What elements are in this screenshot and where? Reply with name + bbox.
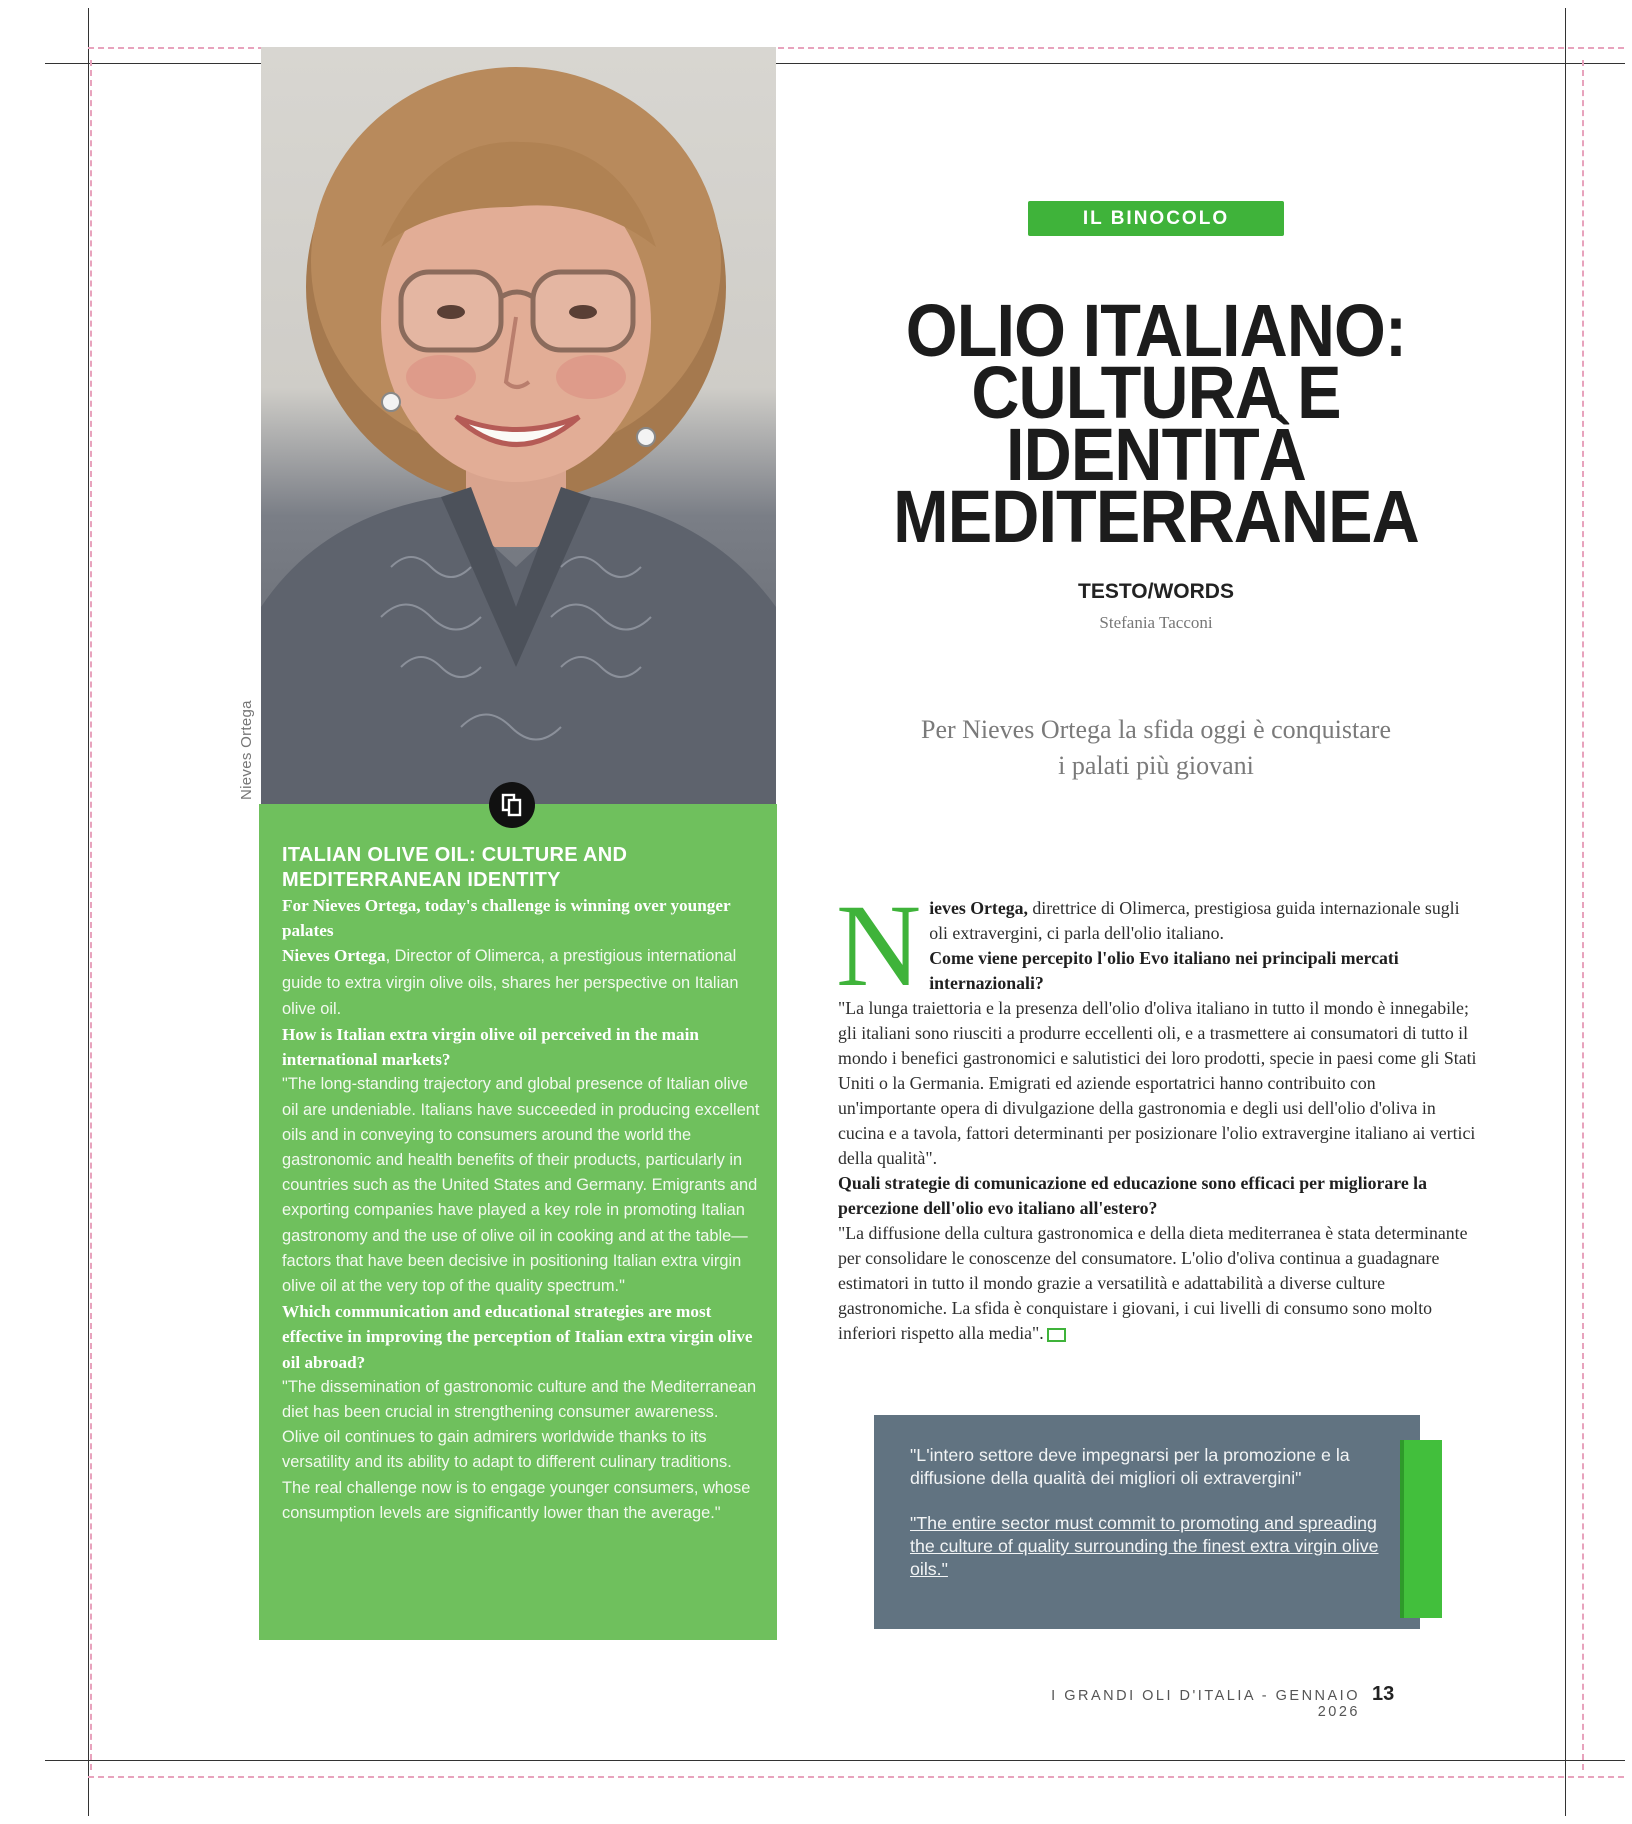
article-intro: ieves Ortega, direttrice di Olimerca, prestigiosa guida internazionale sugli oli extravergini, ci parla dell'olio italiano. <box>929 898 1460 943</box>
pull-quote-italian: "L'intero settore deve impegnarsi per la promozione e la diffusione della qualità dei migliori oli extravergini" <box>910 1445 1350 1488</box>
article-question-1: Come viene percepito l'olio Evo italiano nei principali mercati internazionali? <box>929 948 1399 993</box>
english-title: ITALIAN OLIVE OIL: CULTURE AND MEDITERRANEAN IDENTITY <box>282 844 628 891</box>
trim-line-right <box>1565 8 1566 1816</box>
translate-icon[interactable] <box>489 782 535 828</box>
portrait-photo <box>261 47 776 804</box>
section-kicker: IL BINOCOLO <box>1028 201 1284 236</box>
bleed-line-left <box>90 60 92 1770</box>
english-question-1: How is Italian extra virgin olive oil perceived in the main international markets? <box>282 1025 699 1070</box>
article-question-2: Quali strategie di comunicazione ed educazione sono efficaci per migliorare la percezione dell'olio evo italiano all'estero? <box>838 1173 1427 1218</box>
english-answer-2: "The dissemination of gastronomic culture and the Mediterranean diet has been crucial in strengthening consumer awareness. Olive oil continues to gain admirers worldwide thanks to its versatility and its ability to adapt to different culinary traditions. The real challenge now is to engage younger consumers, whose consumption levels are significantly lower than the average." <box>282 1377 757 1522</box>
english-summary-text <box>282 843 760 1526</box>
photo-credit: Nieves Ortega <box>238 700 255 800</box>
english-intro: Nieves Ortega, Director of Olimerca, a prestigious international guide to extra virgin olive oils, shares her perspective on Italian olive oil. <box>282 946 739 1018</box>
pull-quote-accent-bar <box>1400 1440 1442 1618</box>
page-number: 13 <box>1372 1683 1395 1705</box>
english-answer-1: "The long-standing trajectory and global presence of Italian olive oil are undeniable. Italians have succeeded in producing excellent oils and in conveying to consumers around the world the gastronomic and health benefits of their products, particularly in countries such as the United States and Germany. Emigrants and exporting companies have played a key role in promoting Italian gastronomy and the use of olive oil in cooking and at the table—factors that have been decisive in positioning Italian extra virgin olive oil at the very top of the quality spectrum." <box>282 1075 760 1296</box>
drop-cap: N <box>836 880 922 1011</box>
end-mark-icon <box>1047 1328 1066 1342</box>
bleed-line-bottom <box>88 1776 1624 1778</box>
english-question-2: Which communication and educational strategies are most effective in improving the perception of Italian extra virgin olive oil abroad? <box>282 1302 753 1372</box>
headline-line-1: OLIO ITALIANO: <box>905 289 1407 372</box>
standfirst-line-1: Per Nieves Ortega la sfida oggi è conquistare <box>920 715 1391 744</box>
headline-line-3: MEDITERRANEA <box>893 475 1419 558</box>
article-answer-1: "La lunga traiettoria e la presenza dell'olio d'oliva italiano in tutto il mondo è innegabile; gli italiani sono riusciti a produrre eccellenti oli, e a trasmettere ai consumatori di tutto il mondo i benefici gastronomici e salutistici dei loro prodotti, specie in paesi come gli Stati Uniti o la Germania. Emigrati ed aziende esportatrici hanno contribuito con un'importante opera di divulgazione della gastronomia e degli usi dell'olio d'oliva in cucina e a tavola, fattori determinanti per posizionare l'olio extravergine italiano ai vertici della qualità". <box>838 998 1477 1168</box>
pull-quote <box>910 1444 1390 1603</box>
article-answer-2: "La diffusione della cultura gastronomica e della dieta mediterranea è stata determinante per consolidare le conoscenze del consumatore. L'olio d'oliva continua a guadagnare estimatori in tutto il mondo grazie a versatilità e adattabilità a diverse culture gastronomiche. La sfida è conquistare i giovani, i cui livelli di consumo sono molto inferiori rispetto alla media". <box>838 1223 1468 1343</box>
footer-publication: I GRANDI OLI D'ITALIA - GENNAIO 2026 <box>1051 1688 1360 1720</box>
byline-label: TESTO/WORDS <box>1078 580 1234 603</box>
pull-quote-english: "The entire sector must commit to promoting and spreading the culture of quality surrounding the finest extra virgin olive oils." <box>910 1513 1379 1579</box>
trim-line-left <box>88 8 89 1816</box>
article-body <box>836 880 1478 1346</box>
bleed-line-right <box>1582 60 1584 1770</box>
standfirst <box>860 712 1452 784</box>
english-subtitle: For Nieves Ortega, today's challenge is winning over younger palates <box>282 896 731 941</box>
headline-line-2: CULTURA E IDENTITÀ <box>971 351 1341 496</box>
byline-author: Stefania Tacconi <box>1099 613 1213 632</box>
trim-line-bottom <box>45 1760 1625 1761</box>
article-headline <box>854 289 1459 558</box>
standfirst-line-2: i palati più giovani <box>1058 751 1254 780</box>
